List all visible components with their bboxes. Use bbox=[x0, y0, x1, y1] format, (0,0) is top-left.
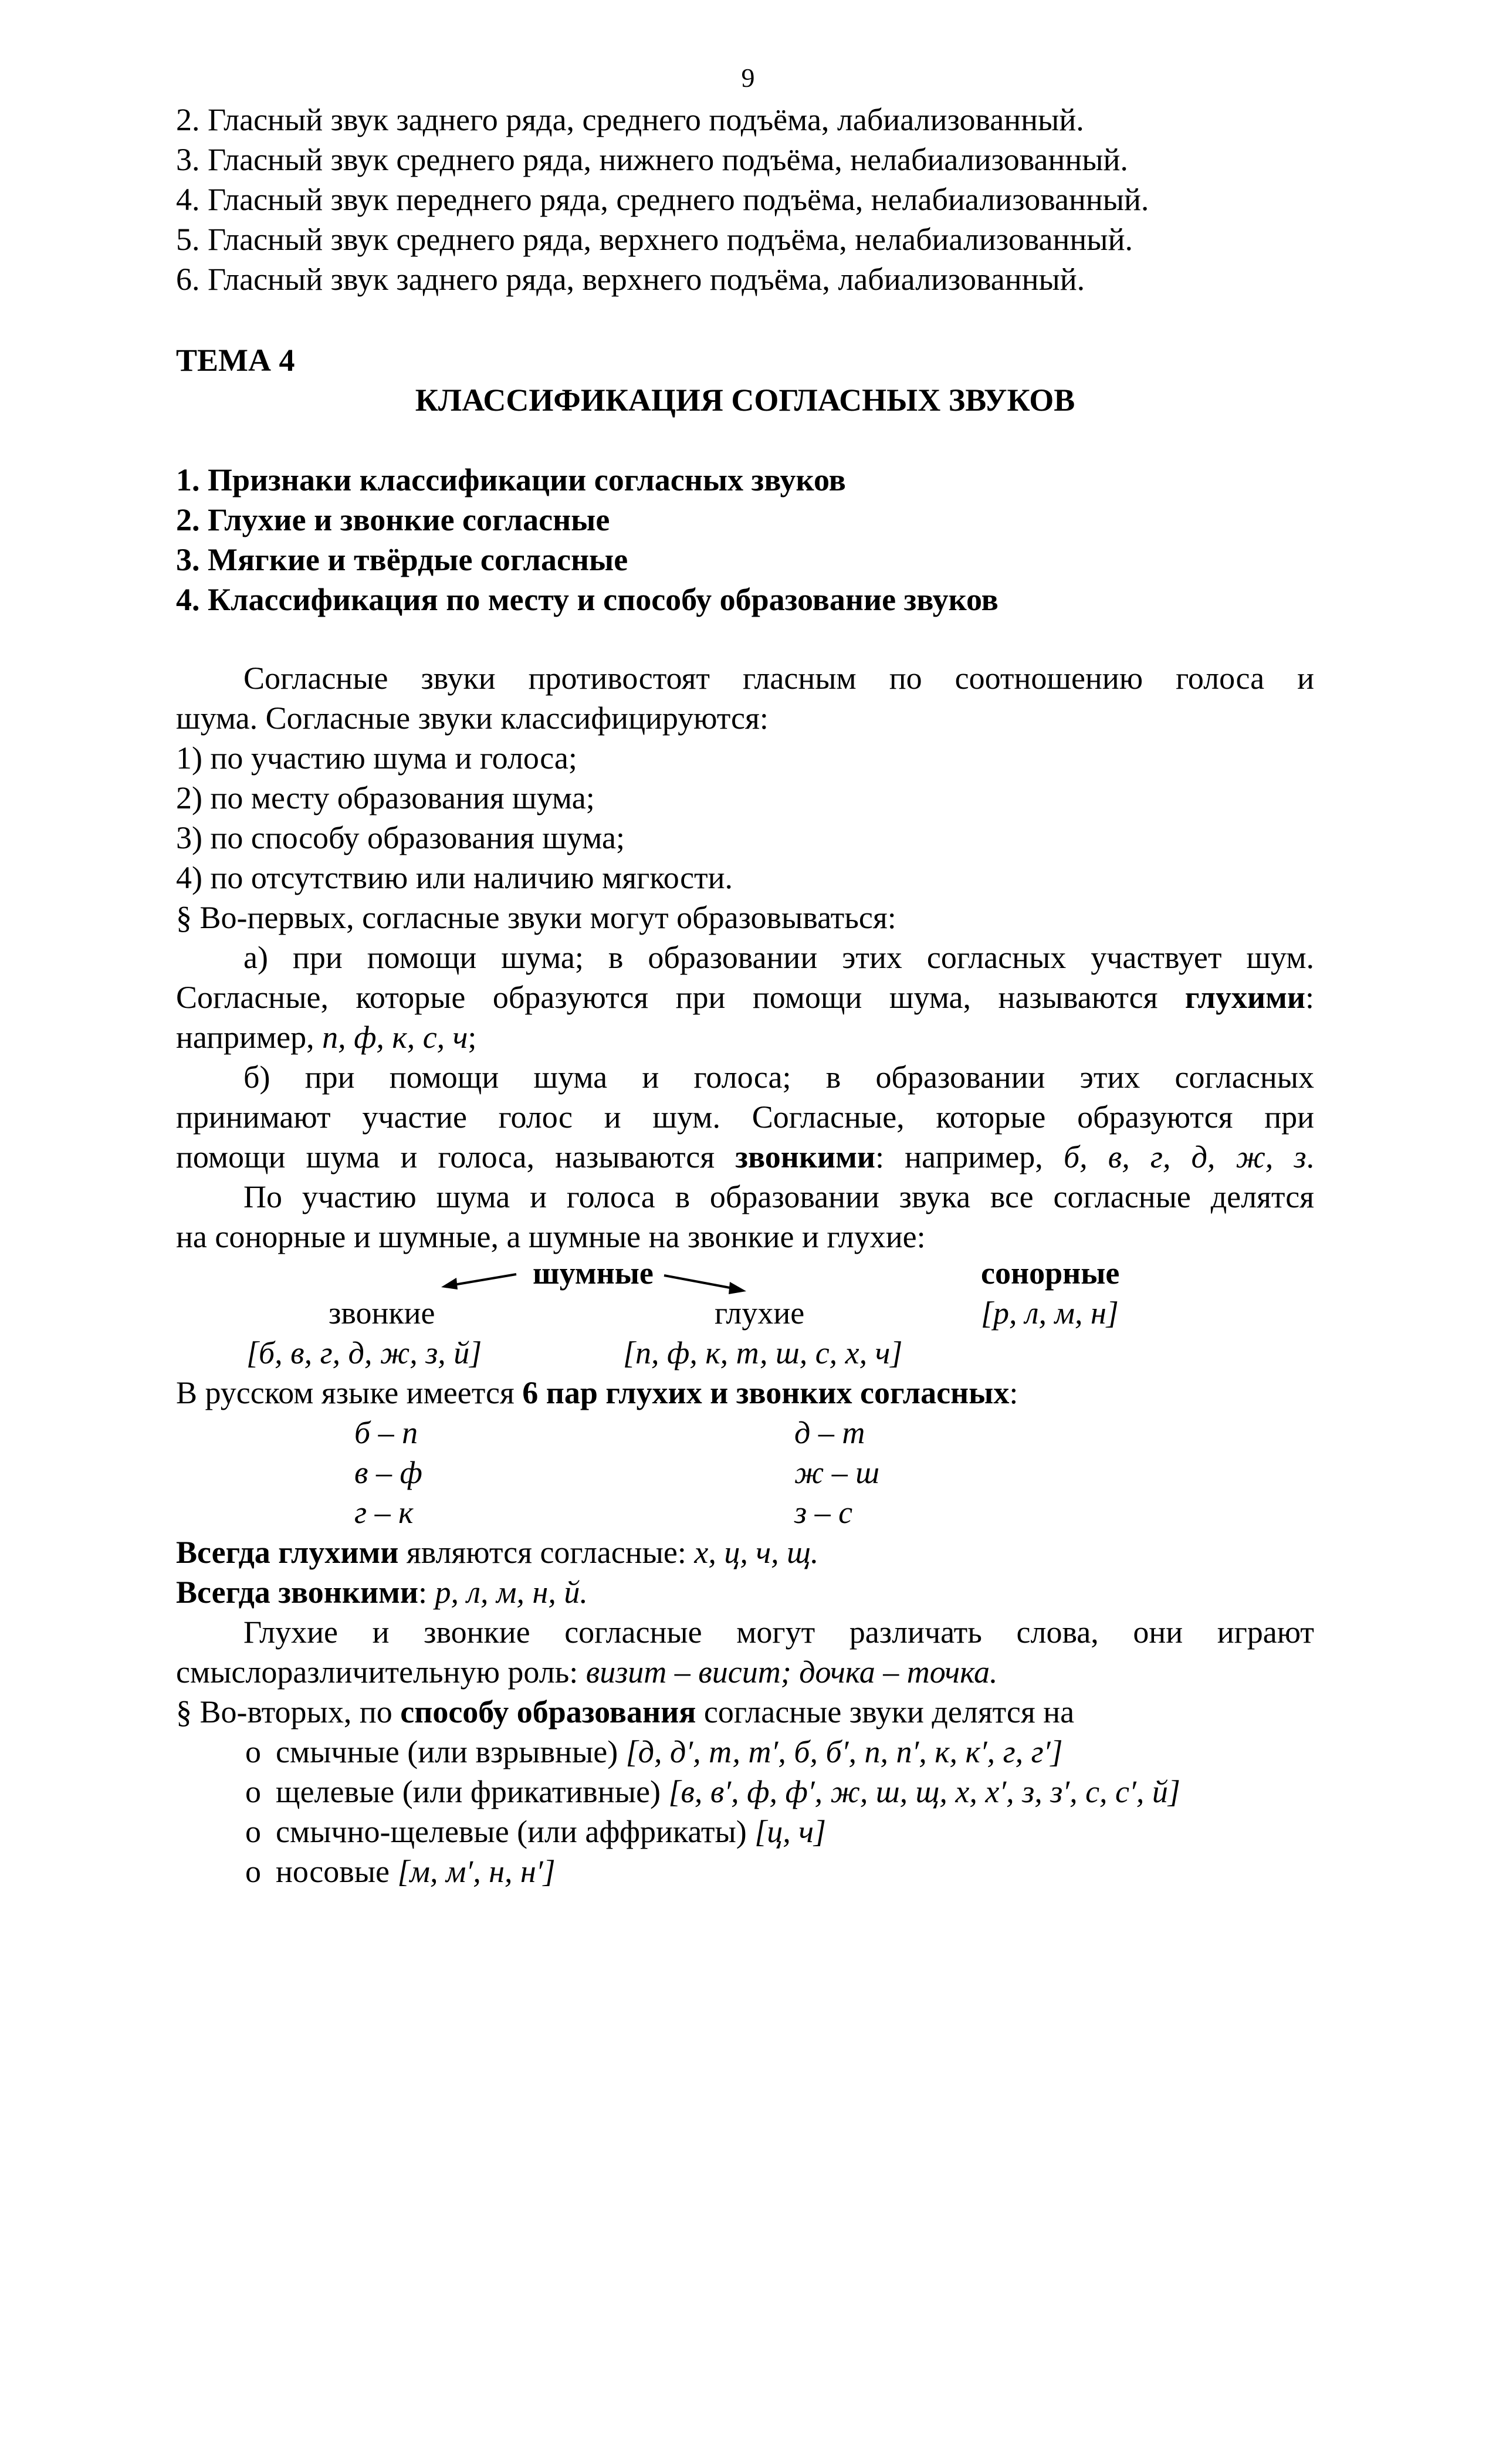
diagram-voiceless-set: [п, ф, к, т, ш, с, х, ч] bbox=[623, 1335, 903, 1370]
list-item: o смычно-щелевые (или аффрикаты) [ц, ч] bbox=[245, 1812, 826, 1852]
topic-plan bbox=[176, 460, 1314, 620]
intro-line: шума. Согласные звуки классифицируются: bbox=[176, 700, 769, 736]
diagram-voiced-set: [б, в, г, д, ж, з, й] bbox=[246, 1335, 482, 1370]
plan-item: 1. Признаки классификации согласных звуков bbox=[176, 462, 846, 497]
term-voiceless: глухими bbox=[1184, 980, 1305, 1015]
distinct-line: Глухие и звонкие согласные могут различать слова, они играют bbox=[243, 1615, 1314, 1650]
voiceless-def-line: например, п, ф, к, с, ч; bbox=[176, 1020, 477, 1055]
section-second: § Во-вторых, по способу образования согласные звуки делятся на bbox=[176, 1694, 1075, 1729]
pair-item: г – к bbox=[354, 1495, 414, 1530]
voiced-def-line: б) при помощи шума и голоса; в образовании этих согласных bbox=[243, 1060, 1314, 1095]
bullet-marker: o bbox=[245, 1854, 261, 1889]
section-lead: Во-первых, bbox=[199, 900, 354, 935]
diagram-noisy: шумные bbox=[533, 1255, 654, 1291]
minimal-pairs: визит – висит; дочка – точка. bbox=[585, 1654, 998, 1690]
voiceless-def-line: Согласные, которые образуются при помощи шума, называются глухими: bbox=[176, 980, 1315, 1015]
voiced-def-line: помощи шума и голоса, называются звонкими: например, б, в, г, д, ж, з. bbox=[176, 1139, 1315, 1175]
list-item: 2. Гласный звук заднего ряда, среднего подъёма, лабиализованный. bbox=[176, 102, 1084, 137]
bullet-marker: o bbox=[245, 1774, 261, 1809]
criterion-item: 4) по отсутствию или наличию мягкости. bbox=[176, 860, 733, 895]
pair-item: в – ф bbox=[354, 1455, 422, 1490]
always-block bbox=[176, 1532, 1314, 1732]
list-item: o носовые [м, м′, н, н′] bbox=[245, 1852, 556, 1891]
diagram-voiceless: глухие bbox=[715, 1295, 805, 1331]
intro-line: Согласные звуки противостоят гласным по соотношению голоса и bbox=[243, 661, 1314, 696]
list-item: 6. Гласный звук заднего ряда, верхнего подъёма, лабиализованный. bbox=[176, 262, 1085, 297]
voiced-examples: б, в, г, д, ж, з bbox=[1063, 1139, 1307, 1175]
voiceless-def-line: а) при помощи шума; в образовании этих согласных участвует шум. bbox=[243, 940, 1314, 975]
page-number: 9 bbox=[741, 63, 755, 93]
arrow-left-line bbox=[447, 1274, 516, 1286]
list-item: 4. Гласный звук переднего ряда, среднего подъёма, нелабиализованный. bbox=[176, 182, 1149, 217]
section-mark: § bbox=[176, 900, 192, 935]
division-line: По участию шума и голоса в образовании звука все согласные делятся bbox=[243, 1179, 1314, 1214]
division-line: на сонорные и шумные, а шумные на звонкие и глухие: bbox=[176, 1219, 926, 1254]
pairs-intro: В русском языке имеется 6 пар глухих и звонких согласных: bbox=[176, 1375, 1018, 1410]
topic-label: ТЕМА 4 bbox=[176, 343, 295, 378]
list-item: 3. Гласный звук среднего ряда, нижнего подъёма, нелабиализованный. bbox=[176, 142, 1128, 177]
criterion-item: 3) по способу образования шума; bbox=[176, 820, 625, 855]
pair-item: б – п bbox=[354, 1415, 418, 1450]
diagram-sonorant-set: [р, л, м, н] bbox=[981, 1295, 1119, 1331]
plan-item: 2. Глухие и звонкие согласные bbox=[176, 502, 610, 537]
criterion-item: 1) по участию шума и голоса; bbox=[176, 740, 577, 776]
term-manner: способу образования bbox=[400, 1694, 696, 1729]
arrow-right-head bbox=[729, 1282, 746, 1294]
diagram-voiced: звонкие bbox=[329, 1295, 435, 1331]
arrow-right-line bbox=[664, 1275, 739, 1289]
section-first: § Во-первых, согласные звуки могут образовываться: bbox=[176, 900, 896, 935]
list-item: o щелевые (или фрикативные) [в, в′, ф, ф′, ж, ш, щ, х, х′, з, з′, с, с′, й] bbox=[245, 1772, 1180, 1812]
intro-paragraph bbox=[176, 658, 1314, 1257]
pair-item: з – с bbox=[794, 1495, 853, 1530]
distinct-line: смыслоразличительную роль: визит – висит; дочка – точка. bbox=[176, 1654, 998, 1690]
criterion-item: 2) по месту образования шума; bbox=[176, 780, 595, 815]
pair-item: д – т bbox=[794, 1415, 865, 1450]
arrow-left-head bbox=[441, 1278, 458, 1289]
pair-item: ж – ш bbox=[794, 1455, 879, 1490]
voiced-def-line: принимают участие голос и шум. Согласные, которые образуются при bbox=[176, 1099, 1314, 1135]
always-voiceless: Всегда глухими являются согласные: х, ц, ч, щ. bbox=[176, 1535, 819, 1570]
plan-item: 4. Классификация по месту и способу образование звуков bbox=[176, 582, 999, 617]
voiceless-examples: п, ф, к, с, ч bbox=[322, 1020, 468, 1055]
vowel-list bbox=[176, 100, 1314, 299]
plan-item: 3. Мягкие и твёрдые согласные bbox=[176, 542, 628, 577]
section-mark: § bbox=[176, 1694, 192, 1729]
diagram-sonorant: сонорные bbox=[981, 1255, 1120, 1291]
bullet-marker: o bbox=[245, 1734, 261, 1769]
bullet-marker: o bbox=[245, 1814, 261, 1849]
list-item: o смычные (или взрывные) [д, д′, т, т′, б, б′, п, п′, к, к′, г, г′] bbox=[245, 1732, 1063, 1772]
term-voiced: звонкими bbox=[735, 1139, 876, 1175]
chapter-title: КЛАССИФИКАЦИЯ СОГЛАСНЫХ ЗВУКОВ bbox=[415, 383, 1075, 418]
list-item: 5. Гласный звук среднего ряда, верхнего подъёма, нелабиализованный. bbox=[176, 222, 1133, 257]
always-voiced: Всегда звонкими: р, л, м, н, й. bbox=[176, 1575, 588, 1610]
